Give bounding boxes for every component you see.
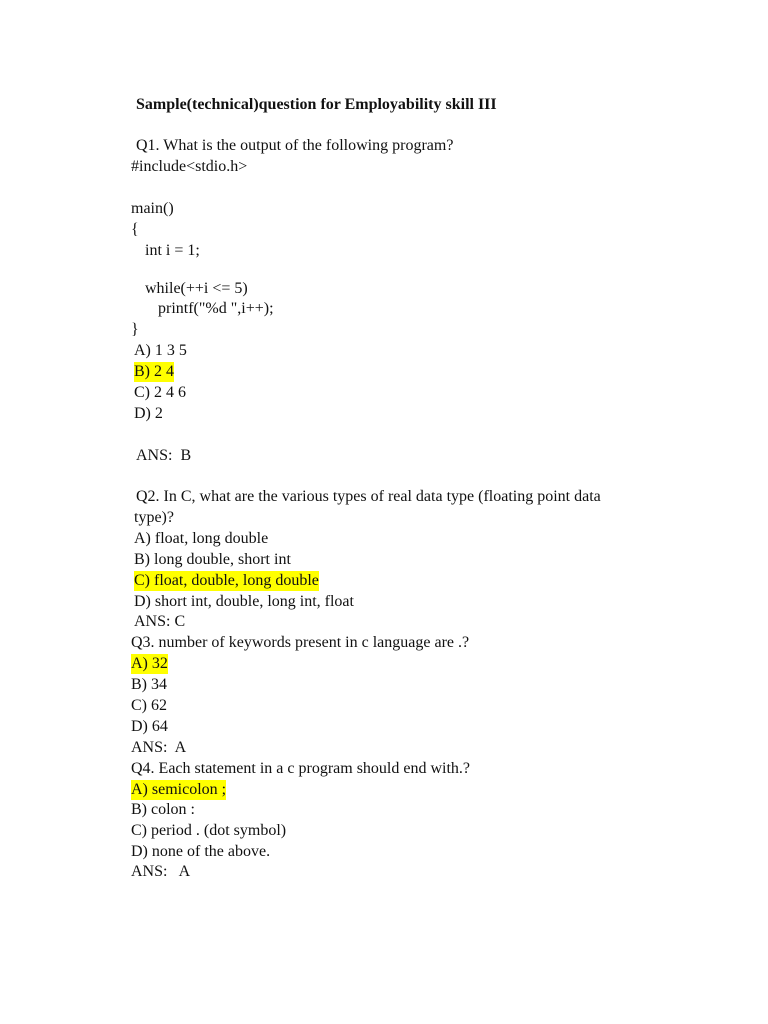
q1-code-line: while(++i <= 5) xyxy=(145,280,248,297)
q1-option-a: A) 1 3 5 xyxy=(134,342,187,359)
q3-answer: ANS: A xyxy=(131,739,187,756)
q3-question: Q3. number of keywords present in c language are .? xyxy=(131,634,470,651)
q2-question: Q2. In C, what are the various types of real data type (floating point data xyxy=(136,488,601,505)
q3-option-d: D) 64 xyxy=(131,718,168,735)
q1-code-line: } xyxy=(131,321,139,338)
q1-code-line: int i = 1; xyxy=(145,242,200,259)
q3-option-a-highlighted: A) 32 xyxy=(131,655,168,672)
q3-option-b: B) 34 xyxy=(131,676,167,693)
q4-option-c: C) period . (dot symbol) xyxy=(131,822,287,839)
q2-answer: ANS: C xyxy=(134,613,186,630)
q3-option-c: C) 62 xyxy=(131,697,167,714)
q2-option-a: A) float, long double xyxy=(134,530,269,547)
q1-code-line: printf("%d ",i++); xyxy=(158,300,274,317)
q1-code-line: { xyxy=(131,221,139,238)
q1-option-c: C) 2 4 6 xyxy=(134,384,186,401)
q1-question: Q1. What is the output of the following program? xyxy=(136,137,454,154)
q4-question: Q4. Each statement in a c program should end with.? xyxy=(131,760,471,777)
q1-option-d: D) 2 xyxy=(134,405,163,422)
q1-code-line: main() xyxy=(131,200,174,217)
document-title: Sample(technical)question for Employability skill III xyxy=(136,96,497,113)
q1-answer: ANS: B xyxy=(136,447,192,464)
q4-option-a-highlighted: A) semicolon ; xyxy=(131,781,227,798)
q2-option-b: B) long double, short int xyxy=(134,551,291,568)
q4-answer: ANS: A xyxy=(131,863,191,880)
q2-question-cont: type)? xyxy=(134,509,174,526)
q2-option-c-highlighted: C) float, double, long double xyxy=(134,572,319,589)
q4-option-b: B) colon : xyxy=(131,801,195,818)
q2-option-d: D) short int, double, long int, float xyxy=(134,593,354,610)
q1-option-b-highlighted: B) 2 4 xyxy=(134,363,174,380)
q1-code-line: #include<stdio.h> xyxy=(131,158,248,175)
q4-option-d: D) none of the above. xyxy=(131,843,271,860)
